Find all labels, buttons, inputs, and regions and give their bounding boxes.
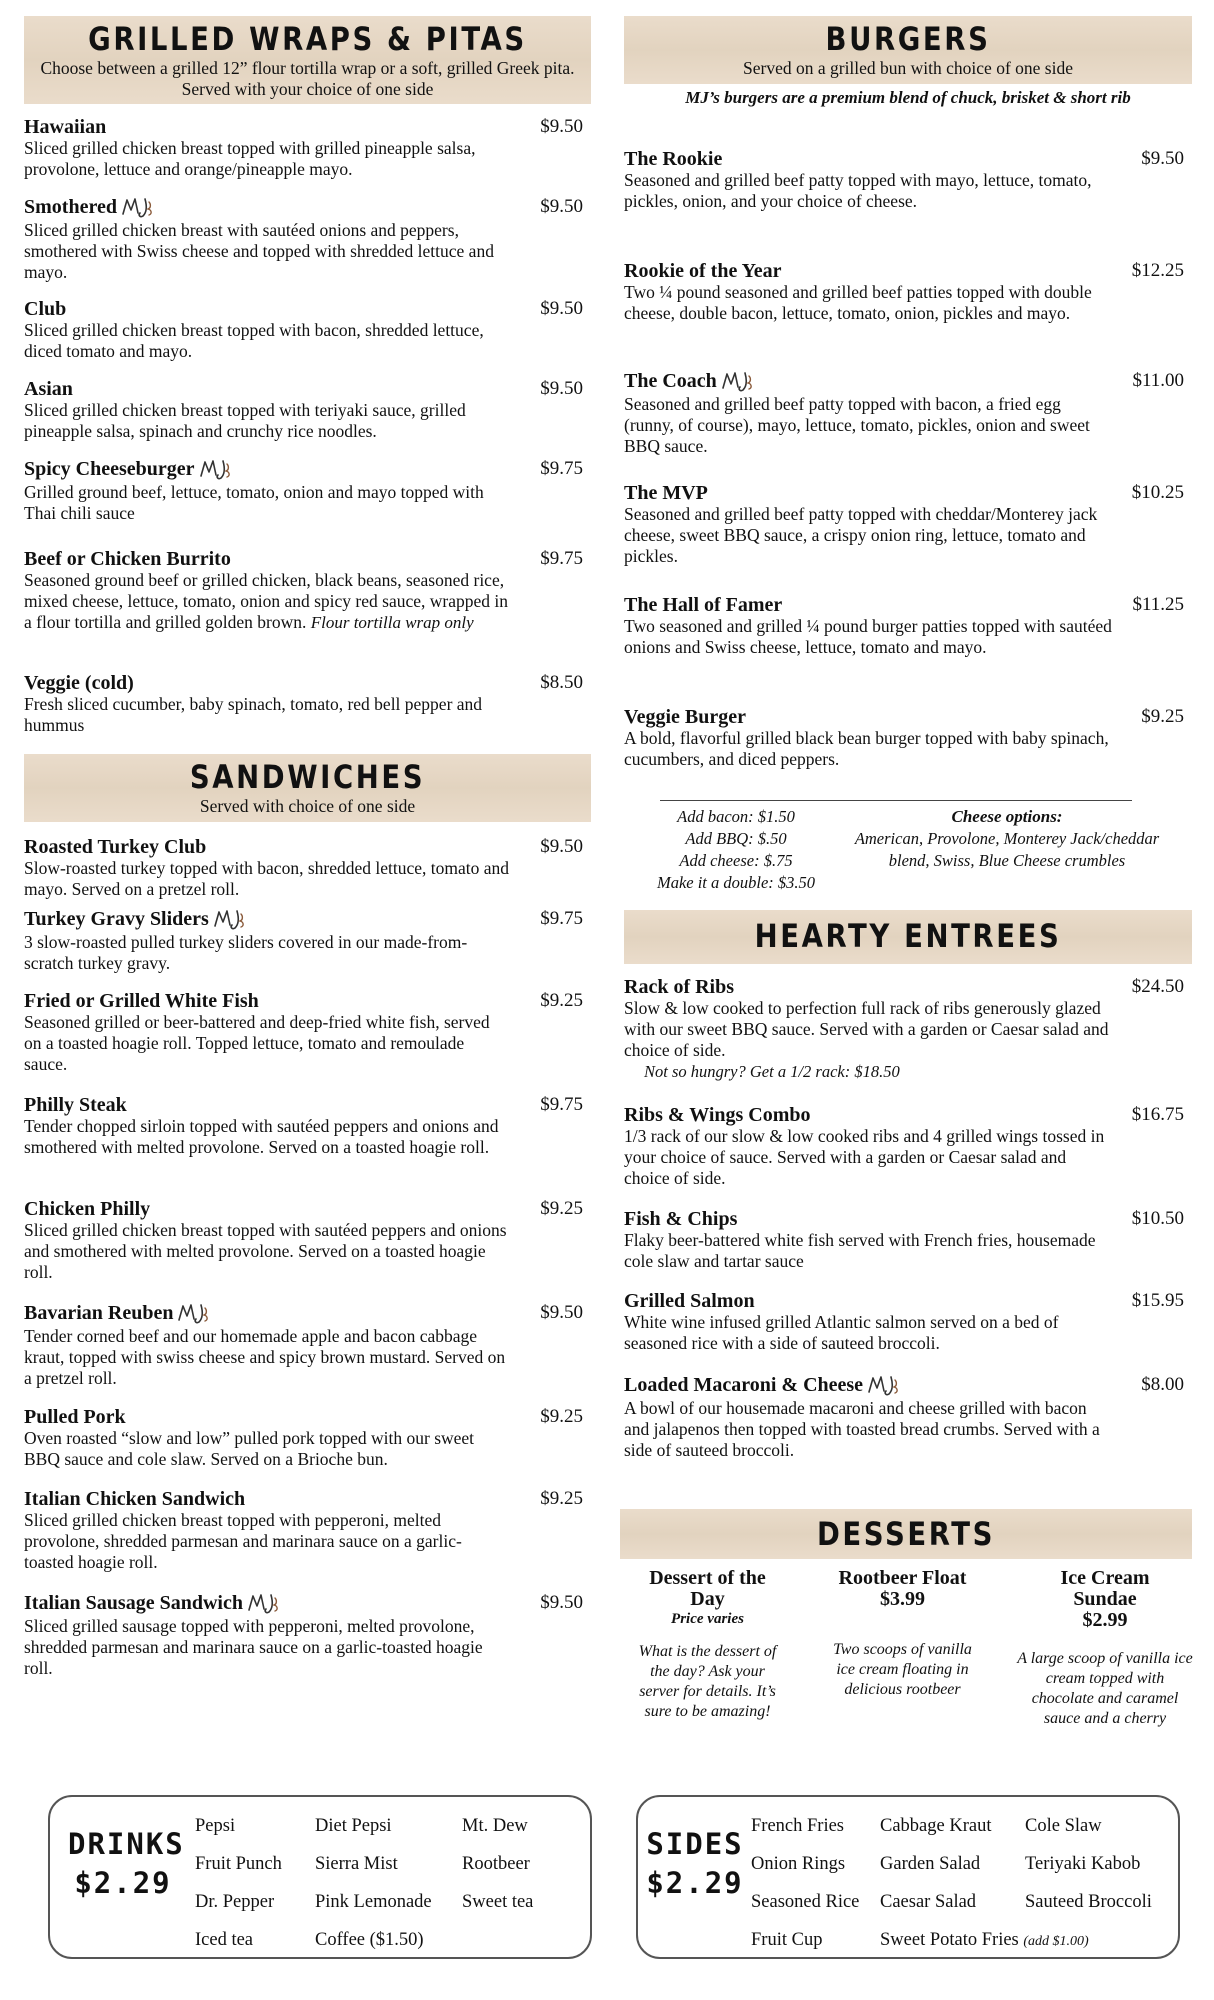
- side-item: Caesar Salad: [880, 1892, 977, 1912]
- drink-item: Fruit Punch: [195, 1854, 282, 1874]
- drink-item: Rootbeer: [462, 1854, 530, 1874]
- cheese-options: Cheese options: American, Provolone, Monterey Jack/cheddar blend, Swiss, Blue Cheese crumbles: [854, 807, 1160, 870]
- right-column: [624, 16, 1192, 1482]
- mj-signature-icon: [121, 196, 157, 220]
- menu-item: Rack of Ribs $24.50 Slow & low cooked to perfection full rack of ribs generously glazed with our sweet BBQ sauce. Served with a garden or Caesar salad and choice of side. Not so hungry? Get a 1/2 rack: $18.50: [624, 976, 1184, 1081]
- menu-item: Italian Chicken Sandwich $9.25 Sliced grilled chicken breast topped with pepperoni, melted provolone, shredded parmesan and marinara sauce on a garlic-toasted hoagie roll.: [24, 1488, 583, 1572]
- desserts-title: DESSERTS: [816, 1515, 996, 1553]
- menu-item: Club $9.50 Sliced grilled chicken breast topped with bacon, shredded lettuce, diced tomato and mayo.: [24, 298, 583, 361]
- burgers-title: BURGERS: [825, 20, 991, 58]
- menu-item: Roasted Turkey Club $9.50 Slow-roasted turkey topped with bacon, shredded lettuce, tomato and mayo. Served on a pretzel roll.: [24, 836, 583, 899]
- menu-item: Philly Steak $9.75 Tender chopped sirloin topped with sautéed peppers and onions and smothered with melted provolone. Served on a toasted hoagie roll.: [24, 1094, 583, 1157]
- entrees-banner: [624, 910, 1192, 964]
- mj-signature-icon: [213, 908, 249, 932]
- mj-signature-icon: [199, 458, 235, 482]
- drink-item: Diet Pepsi: [315, 1816, 392, 1836]
- mj-signature-icon: [247, 1592, 283, 1616]
- mj-signature-icon: [867, 1374, 903, 1398]
- side-item: Fruit Cup: [751, 1930, 823, 1950]
- menu-item: The MVP $10.25 Seasoned and grilled beef patty topped with cheddar/Monterey jack cheese, sweet BBQ sauce, a crispy onion ring, lettuce, tomato and pickles.: [624, 482, 1184, 566]
- menu-item: Hawaiian $9.50 Sliced grilled chicken breast topped with grilled pineapple salsa, provolone, lettuce and orange/pineapple mayo.: [24, 116, 583, 179]
- drink-item: Pepsi: [195, 1816, 236, 1836]
- menu-item: Pulled Pork $9.25 Oven roasted “slow and low” pulled pork topped with our sweet BBQ sauce and cole slaw. Served on a Brioche bun.: [24, 1406, 583, 1469]
- burgers-subtitle: Served on a grilled bun with choice of one side: [743, 58, 1073, 78]
- side-item: Cole Slaw: [1025, 1816, 1102, 1836]
- sandwiches-title: SANDWICHES: [189, 758, 426, 796]
- drink-item: Iced tea: [195, 1930, 254, 1950]
- drink-item: Sweet tea: [462, 1892, 534, 1912]
- entrees-title: HEARTY ENTREES: [754, 917, 1062, 955]
- menu-item: Asian $9.50 Sliced grilled chicken breast topped with teriyaki sauce, grilled pineapple salsa, spinach and crunchy rice noodles.: [24, 378, 583, 441]
- side-item: Sauteed Broccoli: [1025, 1892, 1152, 1912]
- menu-item: Rookie of the Year $12.25 Two ¼ pound seasoned and grilled beef patties topped with double cheese, double bacon, lettuce, tomato, onion, pickles and mayo.: [624, 260, 1184, 323]
- wraps-title: GRILLED WRAPS & PITAS: [88, 20, 527, 58]
- menu-item: Smothered $9.50 Sliced grilled chicken breast with sautéed onions and peppers, smothered with Swiss cheese and topped with shredded lettuce and mayo.: [24, 196, 583, 282]
- sandwiches-subtitle: Served with choice of one side: [199, 796, 416, 816]
- dessert-item: Ice Cream Sundae $2.99 A large scoop of vanilla ice cream topped with chocolate and caramel sauce and a cherry: [1017, 1567, 1193, 1727]
- menu-item: The Coach $11.00 Seasoned and grilled beef patty topped with bacon, a fried egg (runny, of course), mayo, lettuce, tomato, pickles, onion and sweet BBQ sauce.: [624, 370, 1184, 456]
- menu-item: Turkey Gravy Sliders $9.75 3 slow-roasted pulled turkey sliders covered in our made-from-scratch turkey gravy.: [24, 908, 583, 973]
- wraps-subtitle: Choose between a grilled 12” flour tortilla wrap or a soft, grilled Greek pita. Served with your choice of one side: [40, 58, 575, 99]
- menu-item: The Rookie $9.50 Seasoned and grilled beef patty topped with mayo, lettuce, tomato, pickles, onion, and your choice of cheese.: [624, 148, 1184, 211]
- left-column: [24, 16, 591, 1682]
- burger-extras: [624, 800, 1192, 910]
- menu-item: Loaded Macaroni & Cheese $8.00 A bowl of our housemade macaroni and cheese grilled with bacon and jalapenos then topped with toasted bread crumbs. Served with a side of sauteed broccoli.: [624, 1374, 1184, 1460]
- menu-item: Spicy Cheeseburger $9.75 Grilled ground beef, lettuce, tomato, onion and mayo topped with Thai chili sauce: [24, 458, 583, 523]
- side-item: French Fries: [751, 1816, 844, 1836]
- menu-item: Grilled Salmon $15.95 White wine infused grilled Atlantic salmon served on a bed of seasoned rice with a side of sauteed broccoli.: [624, 1290, 1184, 1353]
- menu-item: Veggie Burger $9.25 A bold, flavorful grilled black bean burger topped with baby spinach, cucumbers, and diced peppers.: [624, 706, 1184, 769]
- menu-item: Italian Sausage Sandwich $9.50 Sliced grilled sausage topped with pepperoni, melted provolone, shredded parmesan and marinara sauce on a garlic-toasted hoagie roll.: [24, 1592, 583, 1678]
- menu-item: Veggie (cold) $8.50 Fresh sliced cucumber, baby spinach, tomato, red bell pepper and hummus: [24, 672, 583, 735]
- sandwiches-banner: [24, 754, 591, 822]
- drink-item: Coffee ($1.50): [315, 1930, 424, 1950]
- drinks-label: DRINKS $2.29: [68, 1827, 185, 1900]
- burgers-blend-note: MJ’s burgers are a premium blend of chuck, brisket & short rib: [685, 88, 1131, 107]
- menu-item: Beef or Chicken Burrito $9.75 Seasoned ground beef or grilled chicken, black beans, seasoned rice, mixed cheese, lettuce, tomato, onion and spicy red sauce, wrapped in a flour tortilla and grilled golden brown. Flour tortilla wrap only: [24, 548, 583, 632]
- wraps-banner: [24, 16, 591, 104]
- menu-item: Fried or Grilled White Fish $9.25 Seasoned grilled or beer-battered and deep-fried white fish, served on a toasted hoagie roll. Topped lettuce, tomato and remoulade sauce.: [24, 990, 583, 1074]
- mj-signature-icon: [721, 370, 757, 394]
- drink-item: Pink Lemonade: [315, 1892, 432, 1912]
- drink-item: Dr. Pepper: [195, 1892, 275, 1912]
- divider: [660, 800, 1132, 801]
- dessert-item: Dessert of the Day Price varies What is the dessert of the day? Ask your server for details. It’s sure to be amazing!: [638, 1567, 777, 1720]
- side-item: Onion Rings: [751, 1854, 846, 1874]
- addon-list: Add bacon: $1.50 Add BBQ: $.50 Add cheese: $.75 Make it a double: $3.50: [656, 807, 816, 892]
- mj-signature-icon: [177, 1302, 213, 1326]
- menu-item: Fish & Chips $10.50 Flaky beer-battered white fish served with French fries, housemade cole slaw and tartar sauce: [624, 1208, 1184, 1271]
- side-item: Teriyaki Kabob: [1025, 1854, 1141, 1874]
- burgers-banner: [624, 16, 1192, 84]
- sides-label: SIDES $2.29: [646, 1827, 744, 1900]
- sides-box: [636, 1795, 1180, 1959]
- drink-item: Sierra Mist: [315, 1854, 398, 1874]
- dessert-item: Rootbeer Float $3.99 Two scoops of vanilla ice cream floating in delicious rootbeer: [833, 1567, 972, 1698]
- side-item: Seasoned Rice: [751, 1892, 860, 1912]
- desserts-banner: [620, 1509, 1192, 1559]
- side-item: Garden Salad: [880, 1854, 981, 1874]
- menu-item: Bavarian Reuben $9.50 Tender corned beef and our homemade apple and bacon cabbage kraut, topped with swiss cheese and spicy brown mustard. Served on a pretzel roll.: [24, 1302, 583, 1388]
- drinks-box: [48, 1795, 592, 1959]
- menu-item: The Hall of Famer $11.25 Two seasoned and grilled ¼ pound burger patties topped with sautéed onions and Swiss cheese, lettuce, tomato and mayo.: [624, 594, 1184, 657]
- side-item: Sweet Potato Fries (add $1.00): [880, 1930, 1089, 1950]
- drink-item: Mt. Dew: [462, 1816, 528, 1836]
- menu-item: Chicken Philly $9.25 Sliced grilled chicken breast topped with sautéed peppers and onions and smothered with melted provolone. Served on a toasted hoagie roll.: [24, 1198, 583, 1282]
- side-item: Cabbage Kraut: [880, 1816, 992, 1836]
- menu-item: Ribs & Wings Combo $16.75 1/3 rack of our slow & low cooked ribs and 4 grilled wings tossed in your choice of sauce. Served with a garden or Caesar salad and choice of side.: [624, 1104, 1184, 1188]
